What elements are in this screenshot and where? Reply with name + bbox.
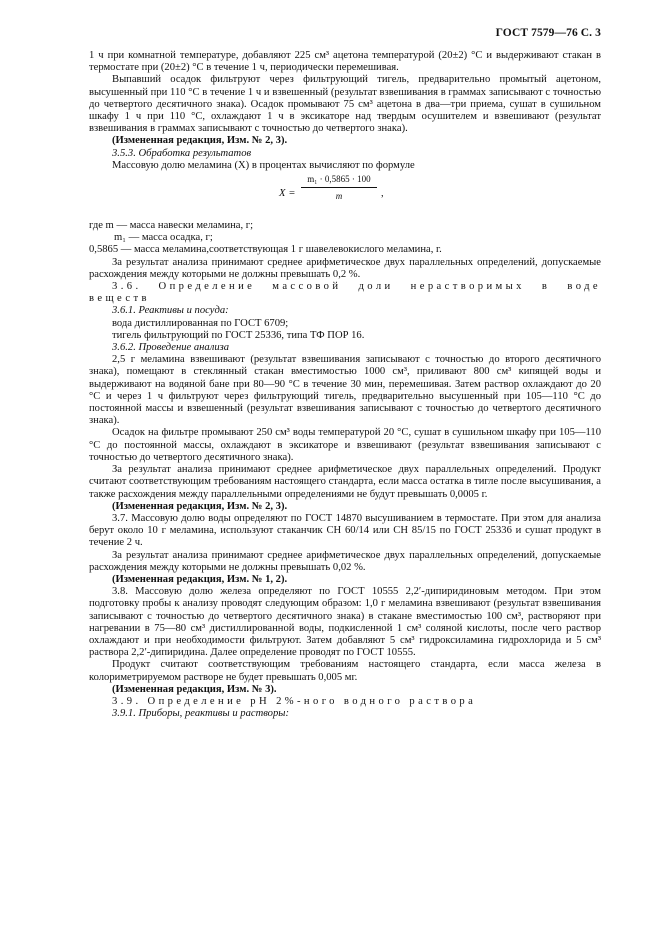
paragraph: Осадок на фильтре промывают 250 см³ воды температурой 20 °С, сушат в сушильном шкафу при 105—110 °С до постоянной массы, охлаждают в эксикаторе и взвешивают (результат взвешивания записывают с точностью до четвертого десятичного знака). xyxy=(89,427,601,463)
formula-legend-item: 0,5865 — масса меламина,соответствующая 1 г шавелевокислого меламина, г. xyxy=(89,244,442,256)
formula-equals: = xyxy=(289,188,295,200)
formula-legend-item: m₁ — масса осадка, г; xyxy=(114,232,213,244)
formula-denominator: m xyxy=(335,191,343,202)
formula-comma: , xyxy=(381,188,384,200)
paragraph: Выпавший осадок фильтруют через фильтрующий тигель, предварительно промытый ацетоном, высушенный при 110 °С в течение 1 ч и взвешенный (результат взвешивания в граммах записывают с точностью до четвертого десятичного знака). Осадок промывают 75 см³ ацетона в два—три приема, сушат в сушильном шкафу 1 ч при 110 °С, охлаждают 1 ч в эксикаторе над твердым осушителем и взвешивают (результат взвешивания в граммах записывают с точностью до четвертого знака). xyxy=(89,74,601,135)
amendment-note: (Измененная редакция, Изм. № 2, 3). xyxy=(112,500,288,512)
formula-legend-item: где m — масса навески меламина, г; xyxy=(89,220,254,232)
formula-lhs: X xyxy=(279,188,286,200)
page-header: ГОСТ 7579—76 С. 3 xyxy=(495,27,601,39)
amendment-note: (Измененная редакция, Изм. № 3). xyxy=(112,683,277,695)
list-item: тигель фильтрующий по ГОСТ 25336, типа ТФ ПОР 16. xyxy=(112,329,365,341)
paragraph: 3.7. Массовую долю воды определяют по ГОСТ 14870 высушиванием в термостате. При этом для анализа берут около 10 г меламина, используют стаканчик СН 60/14 или СН 85/15 по ГОСТ 25336 и сушат продукт в течение 2 ч. xyxy=(89,512,601,549)
paragraph: 2,5 г меламина взвешивают (результат взвешивания записывают с точностью до второго десятичного знака), помещают в стеклянный стакан вместимостью 1000 см³, приливают 800 см³ кипящей воды и выдерживают на водяной бане при 80—90 °С в течение 30 мин, перемешивая. Затем раствор охлаждают до 20 °С и через 1 ч фильтруют через фильтрующий тигель, предварительно высушенный при 105—110 °С до постоянной массы и взвешенный (результат взвешивания записывают с точностью до четвертого десятичного знака). xyxy=(89,354,601,427)
paragraph: За результат анализа принимают среднее арифметическое двух параллельных определений, допускаемые расхождения между которыми не должны превышать 0,2 %. xyxy=(89,256,601,280)
formula-fraction xyxy=(301,174,377,202)
paragraph: Продукт считают соответствующим требованиям настоящего стандарта, если масса железа в колориметрируемом растворе не будет превышать 0,005 мг. xyxy=(89,659,601,683)
paragraph: 1 ч при комнатной температуре, добавляют 225 см³ ацетона температурой (20±2) °С и выдерживают стакан в термостате при (20±2) °С в течение 1 ч, периодически перемешивая. xyxy=(89,50,601,74)
section-heading: 3.6.1. Реактивы и посуда: xyxy=(112,305,229,317)
section-heading: 3.6. Определение массовой доли нерастворимых в воде веществ xyxy=(89,281,601,305)
paragraph: За результат анализа принимают среднее арифметическое двух параллельных определений. Продукт считают соответствующим требованиям настоящего стандарта, если масса остатка в тигле после высушивания, а также расхождения между параллельными определениями не будут превышать 0,0005 г. xyxy=(89,464,601,500)
paragraph: Массовую долю меламина (X) в процентах вычисляют по формуле xyxy=(112,159,415,171)
formula-numerator: m₁ · 0,5865 · 100 xyxy=(301,174,377,188)
section-heading: 3.9. Определение pH 2%-ного водного раствора xyxy=(112,695,477,707)
amendment-note: (Измененная редакция, Изм. № 1, 2). xyxy=(112,573,288,585)
section-heading: 3.5.3. Обработка результатов xyxy=(112,147,252,159)
paragraph: 3.8. Массовую долю железа определяют по ГОСТ 10555 2,2′-дипиридиновым методом. При этом подготовку пробы к анализу проводят следующим образом: 1,0 г меламина взвешивают (результат взвешивания записывают с точностью до четвертого десятичного знака) в стакане вместимостью 100 см³, растворяют при нагревании в 75—80 см³ дистиллированной воды, подкисленной 1 см³ соляной кислоты, после чего раствор охлаждают и при необходимости фильтруют. Затем добавляют 5 см³ гидроксиламина гидрохлорида и 5 см³ раствора 2,2′-дипиридина. Далее определение проводят по ГОСТ 10555. xyxy=(89,586,601,659)
section-heading: 3.6.2. Проведение анализа xyxy=(112,342,230,354)
paragraph: За результат анализа принимают среднее арифметическое двух параллельных определений, допускаемые расхождения между которыми не должны превышать 0,02 %. xyxy=(89,549,601,573)
list-item: вода дистиллированная по ГОСТ 6709; xyxy=(112,317,289,329)
section-heading: 3.9.1. Приборы, реактивы и растворы: xyxy=(112,708,289,720)
formula xyxy=(89,172,601,220)
page-body xyxy=(89,50,601,720)
amendment-note: (Измененная редакция, Изм. № 2, 3). xyxy=(112,135,288,147)
